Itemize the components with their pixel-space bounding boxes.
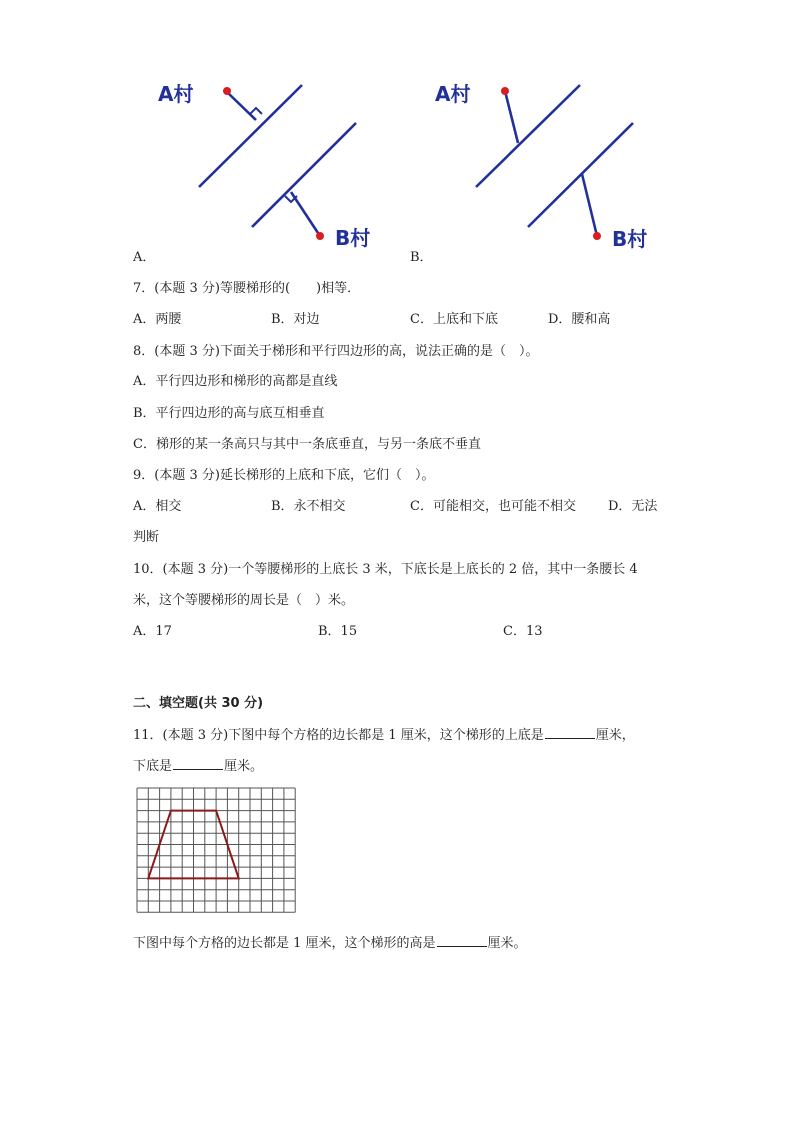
village-b-point: [593, 232, 601, 240]
q11-text-3: 下底是: [133, 759, 173, 774]
q12-text-1: 下图中每个方格的边长都是 1 厘米，这个梯形的高是: [133, 936, 436, 951]
q11-top-base-blank[interactable]: [545, 726, 595, 739]
q9-option-b[interactable]: B．永不相交: [271, 499, 346, 514]
trapezoid-grid: [136, 787, 298, 915]
q8-option-b[interactable]: B．平行四边形的高与底互相垂直: [133, 406, 325, 421]
road-line-upper: [476, 85, 580, 187]
q10-option-c[interactable]: C．13: [503, 624, 543, 639]
q12-text-2: 厘米。: [487, 936, 527, 951]
q9-option-c[interactable]: C．可能相交，也可能不相交: [410, 499, 576, 514]
q11-bottom-base-blank[interactable]: [173, 757, 223, 770]
road-line-lower: [528, 123, 633, 227]
village-a-label: A村: [158, 82, 194, 106]
path-b: [582, 174, 597, 236]
q7-option-b[interactable]: B．对边: [271, 312, 320, 327]
q9-option-d-wrap: 判断: [133, 530, 160, 545]
q8-option-c[interactable]: C．梯形的某一条高只与其中一条底垂直，与另一条底不垂直: [133, 437, 481, 452]
question-7-stem: 7．(本题 3 分)等腰梯形的( )相等．: [133, 281, 361, 296]
q12-height-blank[interactable]: [437, 934, 487, 947]
option-b-label: B．: [410, 250, 433, 265]
village-diagram-a: [130, 75, 370, 265]
trapezoid-grid-figure: [136, 787, 298, 919]
perpendicular-a: [227, 92, 256, 120]
q8-option-a[interactable]: A．平行四边形和梯形的高都是直线: [133, 374, 338, 389]
section-2-title: 二、填空题(共 30 分): [133, 696, 264, 711]
village-diagram-b: [420, 75, 670, 265]
figure-option-a: [130, 75, 370, 265]
question-10-line-2: 米，这个等腰梯形的周长是（ ）米。: [133, 593, 355, 608]
question-9-stem: 9．(本题 3 分)延长梯形的上底和下底，它们（ ）。: [133, 468, 435, 483]
q11-text-1: 11．(本题 3 分)下图中每个方格的边长都是 1 厘米，这个梯形的上底是: [133, 728, 544, 743]
q7-option-a[interactable]: A．两腰: [133, 312, 182, 327]
q7-option-d[interactable]: D．腰和高: [548, 312, 611, 327]
figure-option-b: [420, 75, 670, 265]
village-b-label: B村: [335, 226, 370, 250]
question-11-line-1: [133, 724, 635, 743]
q7-option-c[interactable]: C．上底和下底: [410, 312, 498, 327]
q11-text-2: 厘米，: [595, 728, 635, 743]
question-8-stem: 8．(本题 3 分)下面关于梯形和平行四边形的高，说法正确的是（ ）。: [133, 344, 539, 359]
right-angle-mark-b: [285, 196, 297, 202]
village-a-label: A村: [435, 82, 471, 106]
village-b-point: [316, 232, 324, 240]
q11-text-4: 厘米。: [224, 759, 264, 774]
question-10-line-1: 10．(本题 3 分)一个等腰梯形的上底长 3 米，下底长是上底长的 2 倍，其中一条腰长 4: [133, 562, 638, 577]
question-12-line: [133, 932, 527, 951]
q9-option-d[interactable]: D．无法: [608, 499, 658, 514]
path-a: [505, 91, 518, 143]
village-a-point: [501, 87, 509, 95]
question-11-line-2: [133, 755, 263, 774]
q10-option-a[interactable]: A．17: [133, 624, 172, 639]
right-angle-mark-a: [250, 108, 262, 114]
q10-option-b[interactable]: B．15: [318, 624, 358, 639]
village-a-point: [223, 87, 231, 95]
village-b-label: B村: [612, 227, 648, 251]
road-line-upper: [199, 85, 302, 187]
option-a-label: A．: [133, 250, 156, 265]
q9-option-a[interactable]: A．相交: [133, 499, 182, 514]
